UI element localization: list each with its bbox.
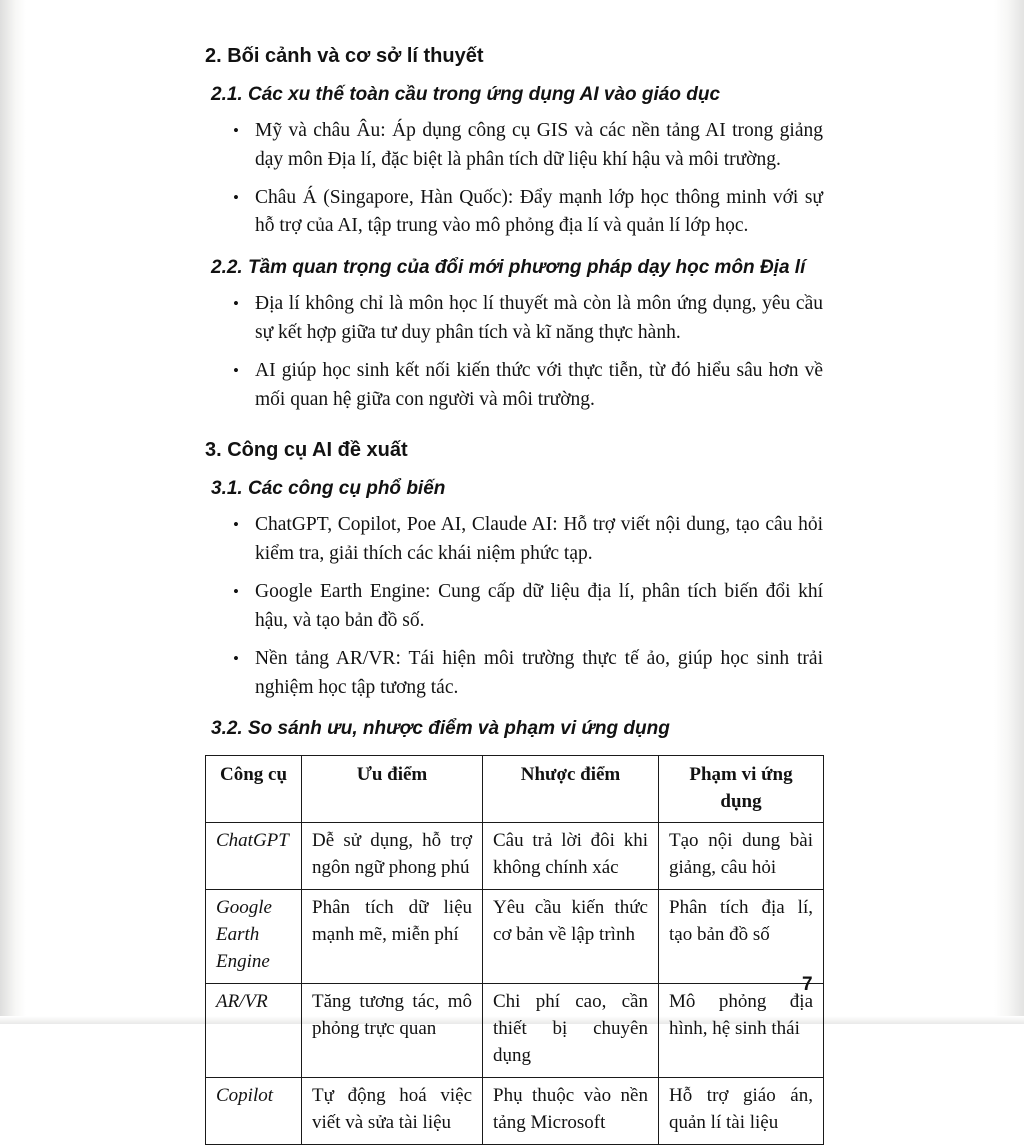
table-cell: Tạo nội dung bài giảng, câu hỏi xyxy=(659,823,824,890)
section-3-heading: 3. Công cụ AI đề xuất xyxy=(205,439,408,462)
bullet-item: • Google Earth Engine: Cung cấp dữ liệu địa lí, phân tích biến đổi khí hậu, và tạo bản đồ số. xyxy=(255,578,823,636)
subsection-2-2-heading: 2.2. Tầm quan trọng của đổi mới phương pháp dạy học môn Địa lí xyxy=(211,257,806,279)
table-cell: Mô phỏng địa hình, hệ sinh thái xyxy=(659,984,824,1078)
table-header-cell: Ưu điểm xyxy=(302,756,483,823)
bullet-item: • Địa lí không chỉ là môn học lí thuyết mà còn là môn ứng dụng, yêu cầu sự kết hợp giữa tư duy phân tích và kĩ năng thực hành. xyxy=(255,290,823,348)
table-cell: Phụ thuộc vào nền tảng Microsoft xyxy=(483,1077,659,1144)
table-cell-tool: AR/VR xyxy=(206,984,302,1078)
table-header-cell: Công cụ xyxy=(206,756,302,823)
bullet-item: • Mỹ và châu Âu: Áp dụng công cụ GIS và các nền tảng AI trong giảng dạy môn Địa lí, đặc biệt là phân tích dữ liệu khí hậu và môi trường. xyxy=(255,117,823,175)
table-cell-tool: Google Earth Engine xyxy=(206,890,302,984)
table-header-cell: Nhược điểm xyxy=(483,756,659,823)
bullet-list-3-1 xyxy=(205,511,823,702)
table-cell: Chi phí cao, cần thiết bị chuyên dụng xyxy=(483,984,659,1078)
table-row xyxy=(206,1077,824,1144)
table-header-row xyxy=(206,756,824,823)
subsection-3-1-heading: 3.1. Các công cụ phổ biến xyxy=(211,478,446,500)
table-cell-tool: ChatGPT xyxy=(206,823,302,890)
table-row xyxy=(206,890,824,984)
table-cell: Câu trả lời đôi khi không chính xác xyxy=(483,823,659,890)
table-cell: Phân tích địa lí, tạo bản đồ số xyxy=(659,890,824,984)
section-2-heading: 2. Bối cảnh và cơ sở lí thuyết xyxy=(205,45,484,67)
scan-edge-left xyxy=(0,0,26,1024)
table-header-cell: Phạm vi ứng dụng xyxy=(659,756,824,823)
table-cell: Hỗ trợ giáo án, quản lí tài liệu xyxy=(659,1077,824,1144)
page-content xyxy=(205,44,823,1145)
bullet-list-2-2 xyxy=(205,290,823,414)
bullet-list-2-1 xyxy=(205,117,823,241)
table-cell: Yêu cầu kiến thức cơ bản về lập trình xyxy=(483,890,659,984)
comparison-table xyxy=(205,755,824,1145)
table-row xyxy=(206,984,824,1078)
subsection-3-2-heading: 3.2. So sánh ưu, nhược điểm và phạm vi ứng dụng xyxy=(211,718,670,740)
table-cell: Tự động hoá việc viết và sửa tài liệu xyxy=(302,1077,483,1144)
bullet-item: • AI giúp học sinh kết nối kiến thức với thực tiễn, từ đó hiểu sâu hơn về mối quan hệ giữa con người và môi trường. xyxy=(255,357,823,415)
table-row xyxy=(206,823,824,890)
bullet-item: • Châu Á (Singapore, Hàn Quốc): Đẩy mạnh lớp học thông minh với sự hỗ trợ của AI, tập trung vào mô phỏng địa lí và quản lí lớp học. xyxy=(255,184,823,242)
table-cell: Dễ sử dụng, hỗ trợ ngôn ngữ phong phú xyxy=(302,823,483,890)
bullet-item: • Nền tảng AR/VR: Tái hiện môi trường thực tế ảo, giúp học sinh trải nghiệm học tập tương tác. xyxy=(255,645,823,703)
subsection-2-1-heading: 2.1. Các xu thế toàn cầu trong ứng dụng AI vào giáo dục xyxy=(211,84,721,105)
scan-edge-right xyxy=(994,0,1024,1024)
table-cell: Phân tích dữ liệu mạnh mẽ, miễn phí xyxy=(302,890,483,984)
bullet-item: • ChatGPT, Copilot, Poe AI, Claude AI: Hỗ trợ viết nội dung, tạo câu hỏi kiểm tra, giải thích các khái niệm phức tạp. xyxy=(255,511,823,569)
table-cell-tool: Copilot xyxy=(206,1077,302,1144)
page-number: 7 xyxy=(802,974,813,995)
table-cell: Tăng tương tác, mô phỏng trực quan xyxy=(302,984,483,1078)
